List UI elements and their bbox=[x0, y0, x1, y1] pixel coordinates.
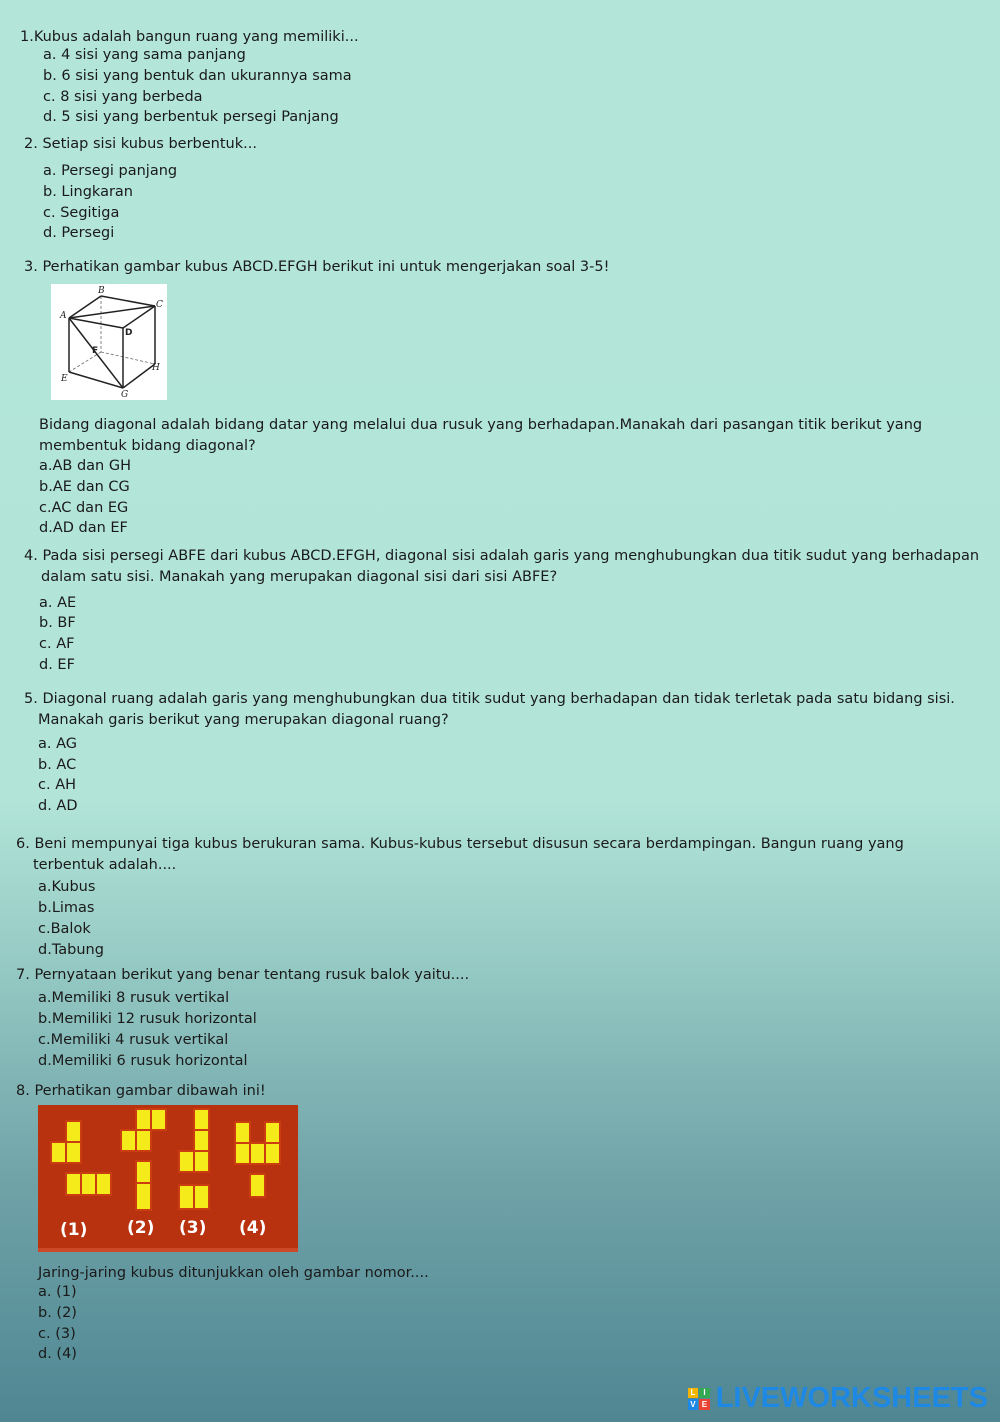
net-label-1: (1) bbox=[60, 1220, 88, 1240]
net-label-2: (2) bbox=[127, 1218, 155, 1238]
question-5-option-d[interactable]: d. AD bbox=[38, 798, 78, 814]
question-8-option-c[interactable]: c. (3) bbox=[38, 1326, 76, 1342]
question-8-option-a[interactable]: a. (1) bbox=[38, 1284, 77, 1300]
question-8-option-b[interactable]: b. (2) bbox=[38, 1305, 77, 1321]
question-3-body-line-1: Bidang diagonal adalah bidang datar yang melalui dua rusuk yang berhadapan.Manakah dari pasangan titik berikut yang bbox=[39, 417, 923, 433]
net-label-3: (3) bbox=[179, 1218, 207, 1238]
question-5-text-line-1: 5. Diagonal ruang adalah garis yang menghubungkan dua titik sudut yang berhadapan dan tidak terletak pada satu bidang sisi. bbox=[24, 691, 955, 707]
liveworksheets-logo[interactable] bbox=[688, 1382, 988, 1415]
question-8-option-d[interactable]: d. (4) bbox=[38, 1346, 77, 1362]
cube-label-f: F bbox=[92, 346, 99, 356]
cube-label-e: E bbox=[61, 374, 68, 384]
question-7-option-a[interactable]: a.Memiliki 8 rusuk vertikal bbox=[38, 990, 230, 1006]
question-5-text-line-2: Manakah garis berikut yang merupakan diagonal ruang? bbox=[38, 712, 449, 728]
question-8-body: Jaring-jaring kubus ditunjukkan oleh gambar nomor.... bbox=[38, 1265, 429, 1281]
question-7-text: 7. Pernyataan berikut yang benar tentang rusuk balok yaitu.... bbox=[16, 967, 470, 983]
question-6-option-d[interactable]: d.Tabung bbox=[38, 942, 104, 958]
question-3-body-line-2: membentuk bidang diagonal? bbox=[39, 438, 256, 454]
question-3-option-c[interactable]: c.AC dan EG bbox=[39, 500, 129, 516]
cube-label-a: A bbox=[60, 311, 67, 321]
cube-nets-figure bbox=[38, 1105, 298, 1252]
logo-letter-e: E bbox=[699, 1399, 710, 1410]
question-3-option-a[interactable]: a.AB dan GH bbox=[39, 458, 131, 474]
logo-letter-l: L bbox=[688, 1388, 699, 1399]
logo-text: LIVEWORKSHEETS bbox=[715, 1382, 988, 1414]
cube-label-d: D bbox=[125, 328, 133, 338]
question-4-option-d[interactable]: d. EF bbox=[39, 657, 75, 673]
logo-letter-i: I bbox=[699, 1388, 710, 1399]
question-4-text-line-2: dalam satu sisi. Manakah yang merupakan diagonal sisi dari sisi ABFE? bbox=[41, 569, 558, 585]
question-6-text-line-2: terbentuk adalah.... bbox=[33, 857, 177, 873]
logo-grid-icon bbox=[688, 1388, 710, 1410]
question-5-option-a[interactable]: a. AG bbox=[38, 736, 78, 752]
question-4-option-b[interactable]: b. BF bbox=[39, 615, 76, 631]
question-3-text: 3. Perhatikan gambar kubus ABCD.EFGH berikut ini untuk mengerjakan soal 3-5! bbox=[24, 259, 610, 275]
question-4-option-c[interactable]: c. AF bbox=[39, 636, 75, 652]
question-1-text: 1.Kubus adalah bangun ruang yang memiliki... bbox=[20, 29, 359, 45]
question-6-text-line-1: 6. Beni mempunyai tiga kubus berukuran sama. Kubus-kubus tersebut disusun secara berdampingan. Bangun ruang yang bbox=[16, 836, 904, 852]
question-4-text-line-1: 4. Pada sisi persegi ABFE dari kubus ABCD.EFGH, diagonal sisi adalah garis yang menghubungkan dua titik sudut yang berhadapan bbox=[24, 548, 980, 564]
question-2-text: 2. Setiap sisi kubus berbentuk... bbox=[24, 136, 257, 152]
cube-figure bbox=[51, 284, 167, 400]
question-6-option-b[interactable]: b.Limas bbox=[38, 900, 95, 916]
cube-label-c: C bbox=[156, 300, 163, 310]
question-2-option-d[interactable]: d. Persegi bbox=[43, 225, 115, 241]
question-6-option-c[interactable]: c.Balok bbox=[38, 921, 91, 937]
question-7-option-d[interactable]: d.Memiliki 6 rusuk horizontal bbox=[38, 1053, 248, 1069]
question-6-option-a[interactable]: a.Kubus bbox=[38, 879, 96, 895]
cube-label-g: G bbox=[121, 390, 129, 400]
logo-letter-v: V bbox=[688, 1399, 699, 1410]
question-1-option-b[interactable]: b. 6 sisi yang bentuk dan ukurannya sama bbox=[43, 68, 352, 84]
question-7-option-b[interactable]: b.Memiliki 12 rusuk horizontal bbox=[38, 1011, 257, 1027]
question-7-option-c[interactable]: c.Memiliki 4 rusuk vertikal bbox=[38, 1032, 229, 1048]
question-2-option-b[interactable]: b. Lingkaran bbox=[43, 184, 133, 200]
question-8-text: 8. Perhatikan gambar dibawah ini! bbox=[16, 1083, 266, 1099]
question-1-option-c[interactable]: c. 8 sisi yang berbeda bbox=[43, 89, 203, 105]
question-4-option-a[interactable]: a. AE bbox=[39, 595, 77, 611]
question-1-option-a[interactable]: a. 4 sisi yang sama panjang bbox=[43, 47, 246, 63]
cube-label-h: H bbox=[152, 363, 160, 373]
question-3-option-b[interactable]: b.AE dan CG bbox=[39, 479, 130, 495]
question-5-option-b[interactable]: b. AC bbox=[38, 757, 77, 773]
cube-label-b: B bbox=[98, 286, 105, 296]
question-5-option-c[interactable]: c. AH bbox=[38, 777, 77, 793]
question-2-option-c[interactable]: c. Segitiga bbox=[43, 205, 120, 221]
net-label-4: (4) bbox=[239, 1218, 267, 1238]
question-1-option-d[interactable]: d. 5 sisi yang berbentuk persegi Panjang bbox=[43, 109, 339, 125]
question-2-option-a[interactable]: a. Persegi panjang bbox=[43, 163, 178, 179]
question-3-option-d[interactable]: d.AD dan EF bbox=[39, 520, 128, 536]
